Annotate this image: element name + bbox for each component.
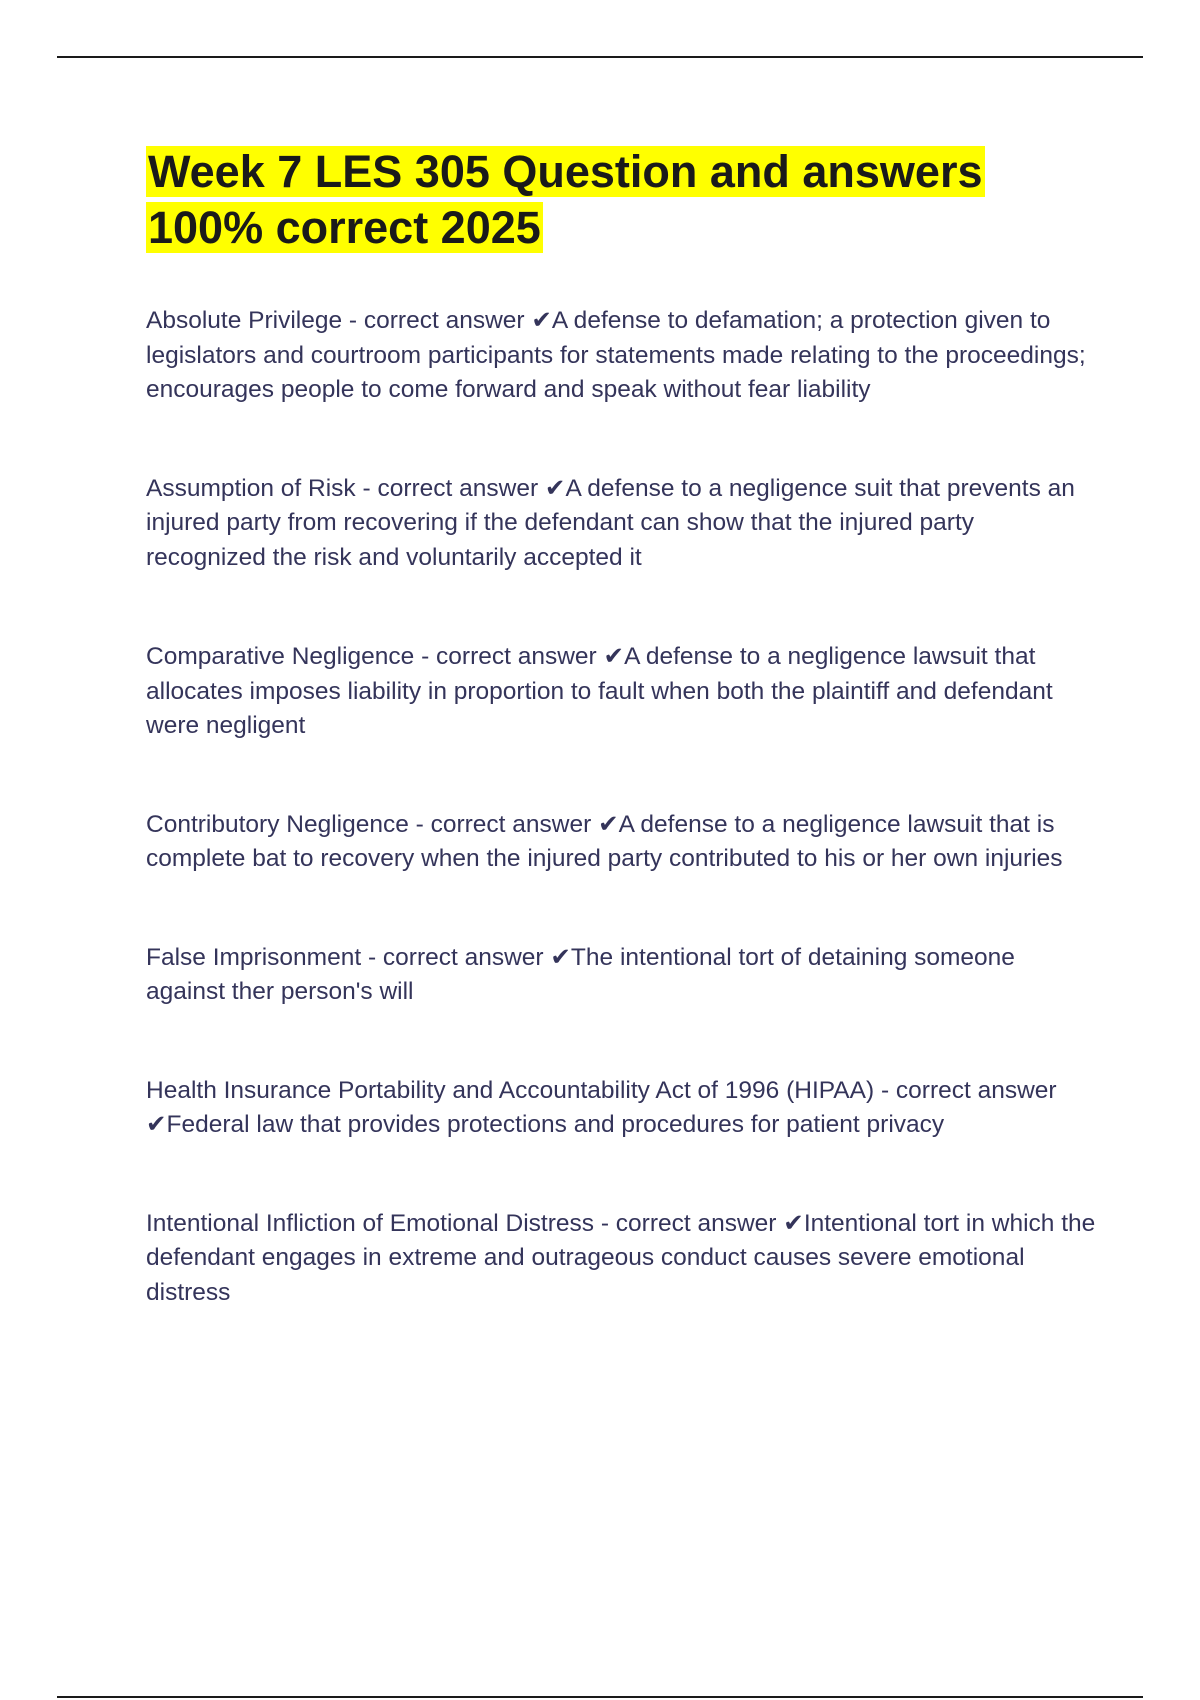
- term: Comparative Negligence: [146, 643, 415, 670]
- term: Contributory Negligence: [146, 810, 409, 838]
- list-item: [146, 941, 1096, 1010]
- title-highlight: Week 7 LES 305 Question and answers 100% correct 2025: [148, 146, 983, 253]
- answer-separator: - correct answer ✔: [414, 643, 625, 670]
- definition: A defense to a negligence lawsuit that allocates imposes liability in proportion to fault when both the plaintiff and defendant were negligent: [146, 643, 1053, 739]
- top-divider: [57, 56, 1143, 58]
- term: Intentional Infliction of Emotional Distress: [146, 1209, 595, 1237]
- list-item: [146, 808, 1096, 877]
- definition: A defense to a negligence lawsuit that is complete bat to recovery when the injured party contributed to his or her own injuries: [146, 810, 1063, 872]
- list-item: [146, 304, 1096, 408]
- answer-separator: - correct answer ✔: [408, 810, 619, 838]
- definition: A defense to defamation; a protection given to legislators and courtroom participants for statements made relating to the proceedings; encourages people to come forward and speak without fear liability: [146, 307, 1086, 403]
- term: Assumption of Risk: [146, 474, 356, 502]
- bottom-divider: [57, 1696, 1143, 1698]
- list-item: [146, 1074, 1096, 1143]
- answer-separator: - correct answer ✔: [355, 474, 566, 502]
- answer-separator: - correct answer ✔: [342, 307, 552, 334]
- term: Health Insurance Portability and Accountability Act of 1996 (HIPAA): [146, 1076, 875, 1104]
- page-title: [146, 144, 1106, 256]
- qa-list: [146, 304, 1096, 1310]
- list-item: [146, 640, 1096, 744]
- definition: Intentional tort in which the defendant engages in extreme and outrageous conduct causes severe emotional distress: [146, 1209, 1096, 1306]
- answer-separator: - correct answer ✔: [361, 943, 571, 971]
- answer-separator: - correct answer ✔: [594, 1209, 804, 1237]
- answer-separator: - correct answer ✔: [146, 1076, 1057, 1138]
- definition: The intentional tort of detaining someone against ther person's will: [146, 943, 1015, 1005]
- definition: Federal law that provides protections and procedures for patient privacy: [166, 1111, 945, 1138]
- list-item: [146, 1207, 1096, 1311]
- term: False Imprisonment: [146, 943, 362, 971]
- list-item: [146, 472, 1096, 576]
- definition: A defense to a negligence suit that prevents an injured party from recovering if the defendant can show that the injured party recognized the risk and voluntarily accepted it: [146, 474, 1075, 571]
- term: Absolute Privilege: [146, 307, 343, 334]
